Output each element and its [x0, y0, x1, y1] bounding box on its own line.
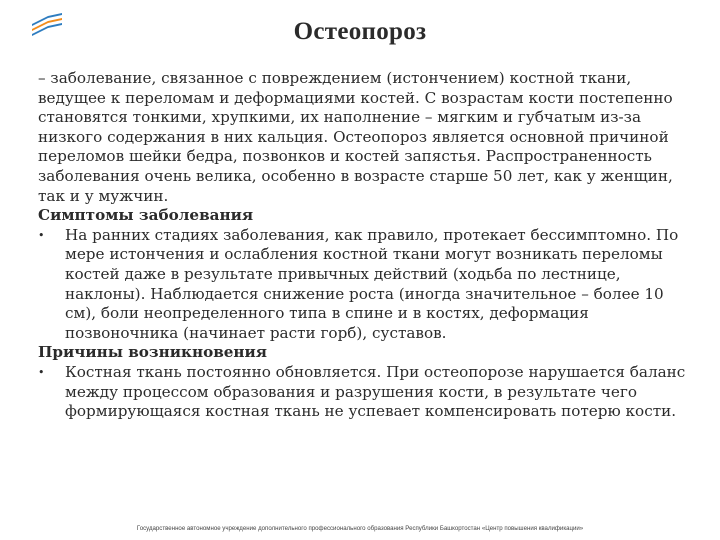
main-content — [38, 69, 688, 422]
list-item — [38, 363, 688, 422]
list-item-text: На ранних стадиях заболевания, как правило, протекает бессимптомно. По мере истончения и ослабления костной ткани могут возникать переломы костей даже в результате привычных действий (ходьба по лестнице, наклоны). Наблюдается снижение роста (иногда значительное – более 10 см), боли неопределенного типа в спине и в костях, деформация позвоночника (начинает расти горб), суставов. — [65, 225, 679, 342]
list-item — [38, 226, 688, 344]
footer-text: Государственное автономное учреждение дополнительного профессионального образования Республики Башкортостан «Центр повышения квалификации» — [136, 525, 584, 532]
bullet-icon: • — [38, 228, 45, 242]
symptoms-list — [38, 226, 688, 344]
bullet-icon: • — [38, 365, 45, 379]
list-item-text: Костная ткань постоянно обновляется. При остеопорозе нарушается баланс между процессом образования и разрушения кости, в результате чего формирующаяся костная ткань не успевает компенсировать потерю кости. — [65, 362, 686, 421]
intro-paragraph: – заболевание, связанное с повреждением (истончением) костной ткани, ведущее к переломам и деформациями костей. С возрастам кости постепенно становятся тонкими, хрупкими, их наполнение – мягким и губчатым из-за низкого содержания в них кальция. Остеопороз является основной причиной переломов шейки бедра, позвонков и костей запястья. Распространенность заболевания очень велика, особенно в возрасте старше 50 лет, как у женщин, так и у мужчин. — [38, 69, 673, 205]
page-title: Остеопороз — [293, 18, 427, 45]
causes-list — [38, 363, 688, 422]
section-heading-symptoms: Симптомы заболевания — [38, 206, 254, 225]
section-heading-causes: Причины возникновения — [38, 343, 268, 362]
